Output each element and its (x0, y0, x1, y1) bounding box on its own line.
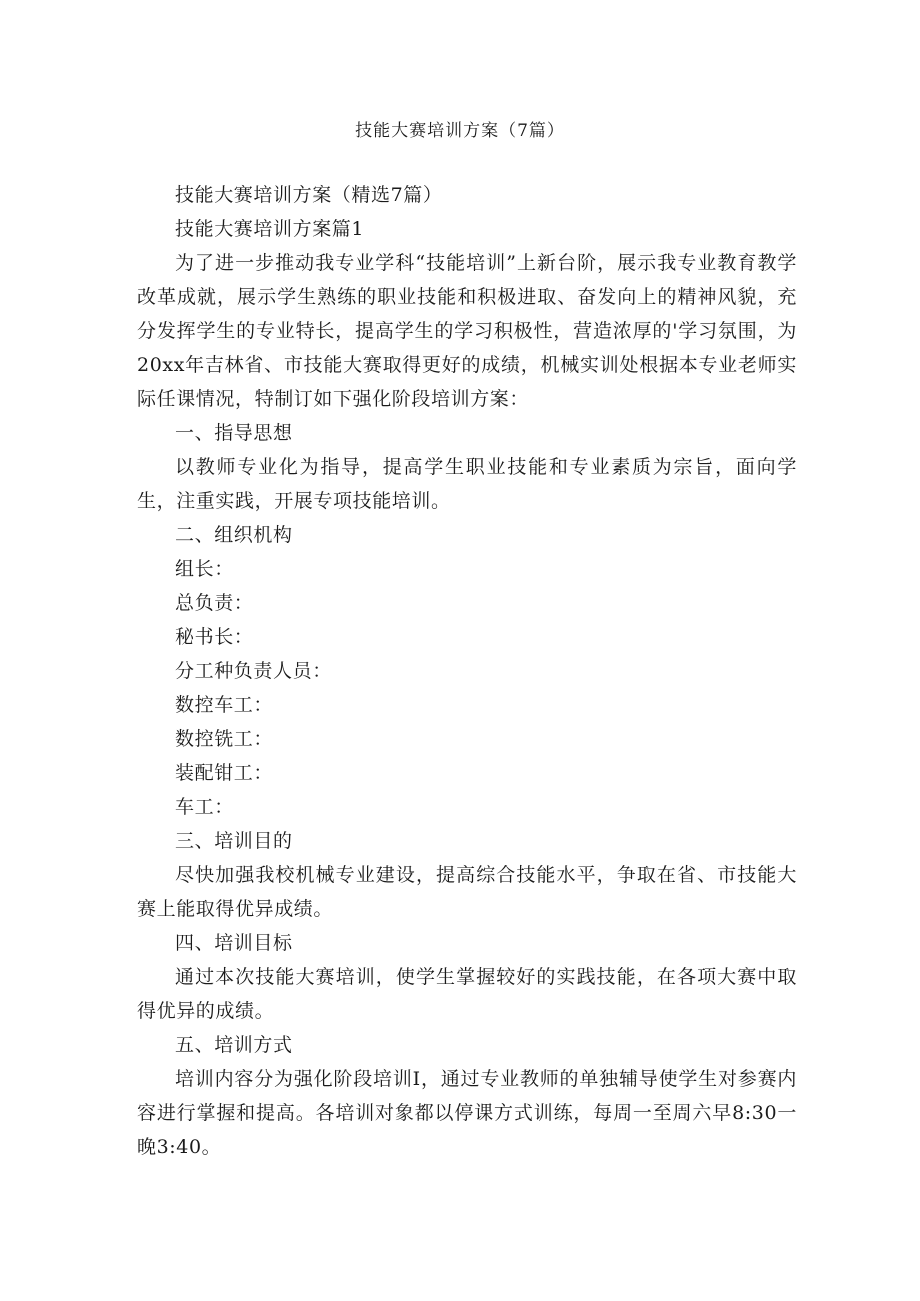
document-title: 技能大赛培训方案（7篇） (355, 121, 565, 141)
subtitle-paragraph: 技能大赛培训方案（精选7篇） (175, 184, 443, 206)
org-leader-line: 组长： (175, 558, 234, 580)
org-cnc-mill-line: 数控铣工： (175, 728, 274, 750)
heading-training-goal: 四、培训目标 (175, 932, 293, 954)
training-purpose-paragraph: 尽快加强我校机械专业建设，提高综合技能水平，争取在省、市技能大赛上能取得优异成绩。 (137, 864, 797, 920)
heading-organization: 二、组织机构 (175, 524, 293, 546)
org-secretary-line: 秘书长： (175, 626, 254, 648)
training-method-paragraph: 培训内容分为强化阶段培训I，通过专业教师的单独辅导使学生对参赛内容进行掌握和提高。各培训对象都以停课方式训练，每周一至周六早8:30一晚3:40。 (137, 1068, 797, 1158)
heading-training-purpose: 三、培训目的 (175, 830, 293, 852)
org-division-line: 分工种负责人员： (175, 660, 332, 682)
heading-training-method: 五、培训方式 (175, 1034, 293, 1056)
org-general-line: 总负责： (175, 592, 254, 614)
section-heading-part1: 技能大赛培训方案篇1 (175, 218, 365, 240)
intro-paragraph: 为了进一步推动我专业学科“技能培训”上新台阶，展示我专业教育教学改革成就，展示学生熟练的职业技能和积极进取、奋发向上的精神风貌，充分发挥学生的专业特长，提高学生的学习积极性，营造浓厚的'学习氛围，为20xx年吉林省、市技能大赛取得更好的成绩，机械实训处根据本专业老师实际任课情况，特制订如下强化阶段培训方案： (137, 252, 797, 410)
guiding-idea-paragraph: 以教师专业化为指导，提高学生职业技能和专业素质为宗旨，面向学生，注重实践，开展专项技能培训。 (137, 456, 797, 512)
org-cnc-lathe-line: 数控车工： (175, 694, 274, 716)
org-lathe-line: 车工： (175, 796, 234, 818)
training-goal-paragraph: 通过本次技能大赛培训，使学生掌握较好的实践技能，在各项大赛中取得优异的成绩。 (137, 966, 797, 1022)
org-fitter-line: 装配钳工： (175, 762, 274, 784)
heading-guiding-idea: 一、指导思想 (175, 422, 293, 444)
document-body (137, 178, 797, 1164)
